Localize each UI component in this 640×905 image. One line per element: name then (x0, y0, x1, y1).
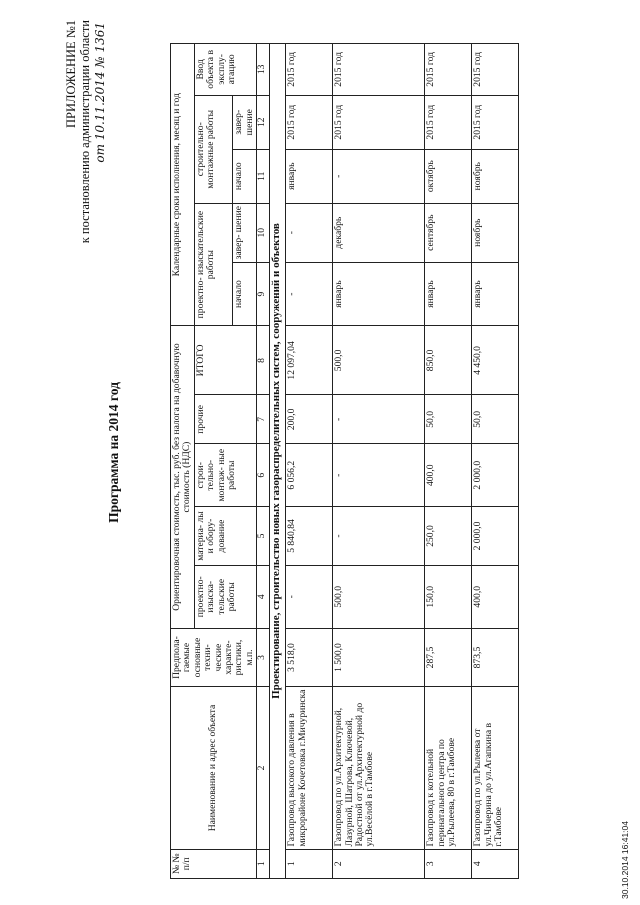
header-design-start: начало (233, 262, 257, 326)
construction-end: 2015 год (286, 95, 333, 149)
program-title: Программа на 2014 год (106, 382, 121, 523)
header-cost-group: Ориентировочная стоимость, тыс. руб. без налога на добавочную стоимость (НДС) (171, 326, 195, 628)
column-number: 10 (257, 203, 270, 262)
design-start: январь (472, 262, 519, 326)
column-number: 1 (257, 849, 270, 878)
header-cost-materials: материа- лы и обору- дование (194, 507, 256, 566)
column-number: 12 (257, 95, 270, 149)
object-name: Газопровод по ул.Архитектурной, Лазурной, Шатрова, Ключевой, Радостной от ул.Архитектурной до ул.Весёлой в г.Тамбове (333, 687, 425, 849)
construction-start: - (333, 149, 425, 203)
total-cost: 850,0 (425, 326, 472, 395)
column-number-row (257, 44, 270, 879)
header-no: № № п/п (171, 849, 257, 878)
length-value: 1 500,0 (333, 628, 425, 687)
construction-cost: 6 056,2 (286, 444, 333, 507)
header-cost-construction: строи- тельно- монтаж- ные работы (194, 444, 256, 507)
header-characteristics: Предпола- гаемые основные техни- ческие характе- ристики, м.п. (171, 628, 257, 687)
design-cost: 150,0 (425, 565, 472, 628)
design-end: - (286, 203, 333, 262)
design-start: январь (425, 262, 472, 326)
column-number: 6 (257, 444, 270, 507)
table-row (333, 44, 425, 879)
design-start: январь (333, 262, 425, 326)
column-number: 9 (257, 262, 270, 326)
other-cost: 50,0 (425, 395, 472, 444)
materials-cost: 5 840,84 (286, 507, 333, 566)
design-end: сентябрь (425, 203, 472, 262)
header-calendar-group: Календарные сроки исполнения, месяц и год (171, 44, 195, 327)
materials-cost: - (333, 507, 425, 566)
row-number: 1 (286, 849, 333, 878)
row-number: 3 (425, 849, 472, 878)
total-cost: 500,0 (333, 326, 425, 395)
object-name: Газопровод к котельной перинатального центра по ул.Рылеева, 80 в г.Тамбове (425, 687, 472, 849)
header-design-works: проектно- изыскательские работы (194, 203, 233, 326)
row-number: 4 (472, 849, 519, 878)
commissioning-date: 2015 год (472, 44, 519, 96)
handwritten-decree-number: от 10.11.2014 № 1361 (93, 22, 107, 163)
column-number: 8 (257, 326, 270, 395)
table-row (425, 44, 472, 879)
column-number: 3 (257, 628, 270, 687)
header-cost-other: прочие (194, 395, 256, 444)
other-cost: 200,0 (286, 395, 333, 444)
column-number: 11 (257, 149, 270, 203)
object-name: Газопровод высокого давления в микрорайоне Кочетовка г.Мичуринска (286, 687, 333, 849)
materials-cost: 2 000,0 (472, 507, 519, 566)
header-design-end: завер- шение (233, 203, 257, 262)
commissioning-date: 2015 год (286, 44, 333, 96)
header-construction-end: завер- шение (233, 95, 257, 149)
construction-cost: 2 000,0 (472, 444, 519, 507)
row-number: 2 (333, 849, 425, 878)
program-table (170, 43, 519, 879)
other-cost: - (333, 395, 425, 444)
table-row (472, 44, 519, 879)
construction-start: октябрь (425, 149, 472, 203)
header-name: Наименование и адрес объекта (171, 687, 257, 849)
commissioning-date: 2015 год (333, 44, 425, 96)
section-row (270, 44, 286, 879)
construction-cost: 400,0 (425, 444, 472, 507)
materials-cost: 250,0 (425, 507, 472, 566)
header-construction-works: строительно- монтажные работы (194, 95, 233, 203)
design-start: - (286, 262, 333, 326)
column-number: 2 (257, 687, 270, 849)
length-value: 873,5 (472, 628, 519, 687)
table-row (286, 44, 333, 879)
header-commissioning: Ввод объекта в эксплу- атацию (194, 44, 256, 96)
column-number: 4 (257, 565, 270, 628)
header-cost-total: ИТОГО (194, 326, 256, 395)
column-number: 5 (257, 507, 270, 566)
design-end: ноябрь (472, 203, 519, 262)
appendix-title: ПРИЛОЖЕНИЕ №1 (64, 20, 78, 129)
design-end: декабрь (333, 203, 425, 262)
total-cost: 12 097,04 (286, 326, 333, 395)
construction-end: 2015 год (425, 95, 472, 149)
construction-cost: - (333, 444, 425, 507)
design-cost: 400,0 (472, 565, 519, 628)
object-name: Газопровод по ул.Рылеева от ул.Чичерина до ул.Агапкина в г.Тамбове (472, 687, 519, 849)
design-cost: 500,0 (333, 565, 425, 628)
length-value: 3 518,0 (286, 628, 333, 687)
appendix-subtitle: к постановлению администрации области (78, 20, 92, 244)
total-cost: 4 450,0 (472, 326, 519, 395)
print-timestamp: 30.10.2014 16:41:04 (620, 821, 630, 899)
header-construction-start: начало (233, 149, 257, 203)
construction-start: ноябрь (472, 149, 519, 203)
length-value: 287,5 (425, 628, 472, 687)
column-number: 7 (257, 395, 270, 444)
construction-end: 2015 год (472, 95, 519, 149)
commissioning-date: 2015 год (425, 44, 472, 96)
design-cost: - (286, 565, 333, 628)
other-cost: 50,0 (472, 395, 519, 444)
construction-start: январь (286, 149, 333, 203)
section-title: Проектирование, строительство новых газораспределительных систем, сооружений и объектов (270, 44, 286, 879)
column-number: 13 (257, 44, 270, 96)
construction-end: 2015 год (333, 95, 425, 149)
header-cost-design: проектно- изыска- тельские работы (194, 565, 256, 628)
